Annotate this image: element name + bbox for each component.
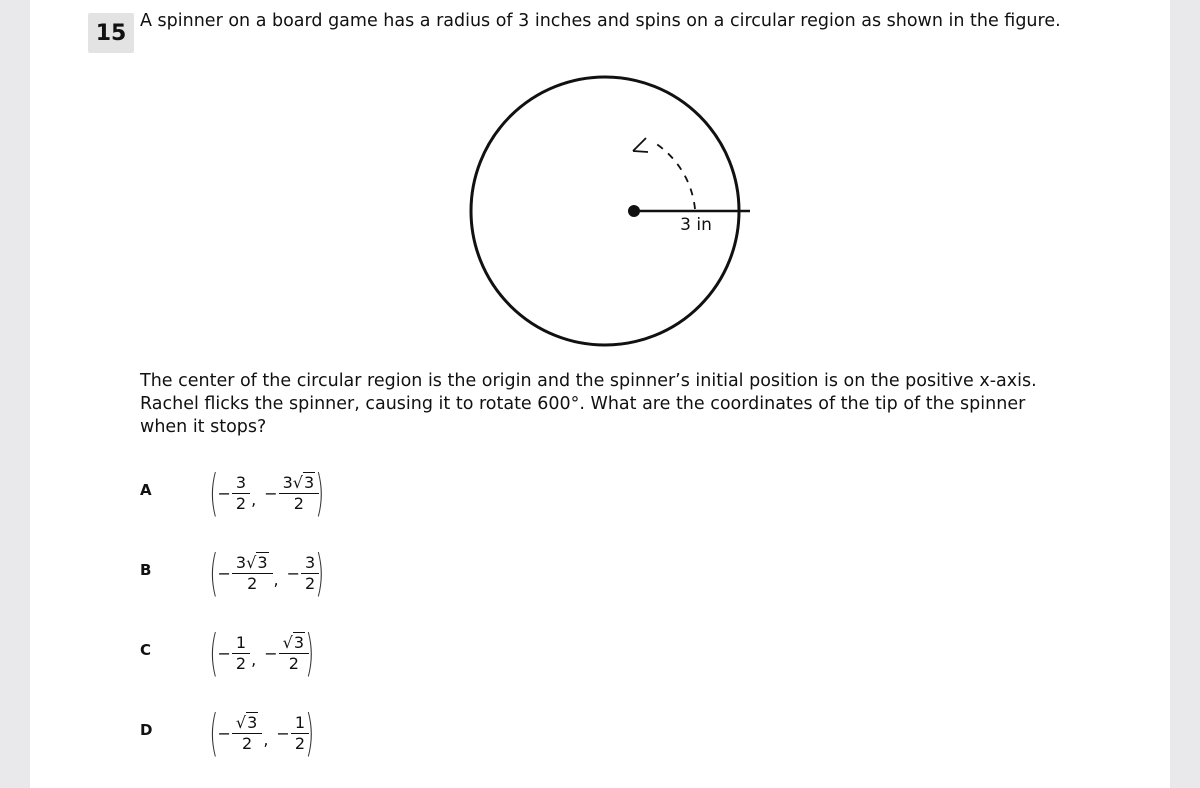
right-paren: ) [315, 544, 325, 602]
coefficient: 3 [235, 552, 247, 572]
choice-letter: A [140, 481, 152, 499]
left-paren: ( [209, 544, 219, 602]
denominator: 2 [279, 493, 320, 514]
numerator [281, 473, 318, 493]
choice-letter: B [140, 561, 152, 579]
minus-sign: − [217, 643, 231, 663]
choice-b[interactable] [140, 543, 540, 603]
rotation-arrowhead [633, 138, 648, 152]
spinner-center-dot [628, 205, 640, 217]
numerator [234, 473, 248, 493]
left-paren: ( [209, 464, 219, 522]
choice-letter: C [140, 641, 152, 659]
denominator: 2 [232, 493, 250, 514]
numerator [281, 633, 307, 653]
denominator: 2 [232, 733, 262, 754]
coefficient: 1 [235, 632, 247, 652]
choice-expression [204, 543, 330, 603]
square-root [293, 473, 315, 493]
radius-label: 3 in [680, 215, 712, 235]
choice-expression [204, 703, 320, 763]
denominator: 2 [232, 653, 250, 674]
question-body: The center of the circular region is the origin and the spinner’s initial position is on the positive x-axis. Rachel flicks the spinner, causing it to rotate 600°. What are the coordinates of the tip of the spinner when it stops? [140, 371, 1037, 437]
radical-sign: √ [292, 472, 303, 492]
minus-sign: − [217, 483, 231, 503]
coefficient: 1 [294, 712, 305, 732]
numerator [234, 553, 271, 573]
denominator: 2 [301, 573, 319, 594]
coefficient: 3 [235, 472, 247, 492]
radicand: 3 [304, 472, 315, 492]
left-paren: ( [209, 624, 219, 682]
rotation-arc [655, 143, 695, 209]
coefficient: 3 [305, 552, 316, 572]
test-page [30, 0, 1170, 788]
choice-letter: D [140, 721, 153, 739]
right-paren: ) [305, 624, 315, 682]
radical-sign: √ [246, 552, 257, 572]
minus-sign: − [286, 563, 300, 583]
fraction [234, 553, 271, 594]
square-root [236, 713, 258, 733]
radicand: 3 [293, 632, 304, 652]
choice-d[interactable] [140, 703, 540, 763]
radicand: 3 [257, 552, 268, 572]
comma: , [263, 730, 269, 749]
question-number: 15 [88, 13, 134, 53]
denominator: 2 [232, 573, 273, 594]
minus-sign: − [264, 643, 278, 663]
radical-sign: √ [282, 632, 293, 652]
right-paren: ) [315, 464, 325, 522]
comma: , [251, 490, 257, 509]
choice-expression [204, 623, 320, 683]
square-root [283, 633, 305, 653]
choice-c[interactable] [140, 623, 540, 683]
minus-sign: − [276, 723, 290, 743]
left-paren: ( [209, 704, 219, 762]
radicand: 3 [247, 712, 258, 732]
question-stem: A spinner on a board game has a radius of 3 inches and spins on a circular region as shown in the figure. [140, 11, 1061, 31]
choice-expression [204, 463, 330, 523]
denominator: 2 [279, 653, 309, 674]
right-paren: ) [305, 704, 315, 762]
minus-sign: − [217, 563, 231, 583]
numerator [234, 713, 260, 733]
spinner-figure [460, 68, 750, 358]
comma: , [273, 570, 279, 589]
fraction [281, 633, 307, 674]
numerator [234, 633, 248, 653]
fraction [281, 473, 318, 514]
fraction [234, 633, 248, 674]
square-root [246, 553, 268, 573]
minus-sign: − [217, 723, 231, 743]
denominator: 2 [291, 733, 309, 754]
minus-sign: − [264, 483, 278, 503]
coefficient: 3 [282, 472, 293, 492]
choice-a[interactable] [140, 463, 540, 523]
comma: , [251, 650, 257, 669]
fraction [234, 473, 248, 514]
radical-sign: √ [235, 712, 247, 732]
fraction [234, 713, 260, 754]
